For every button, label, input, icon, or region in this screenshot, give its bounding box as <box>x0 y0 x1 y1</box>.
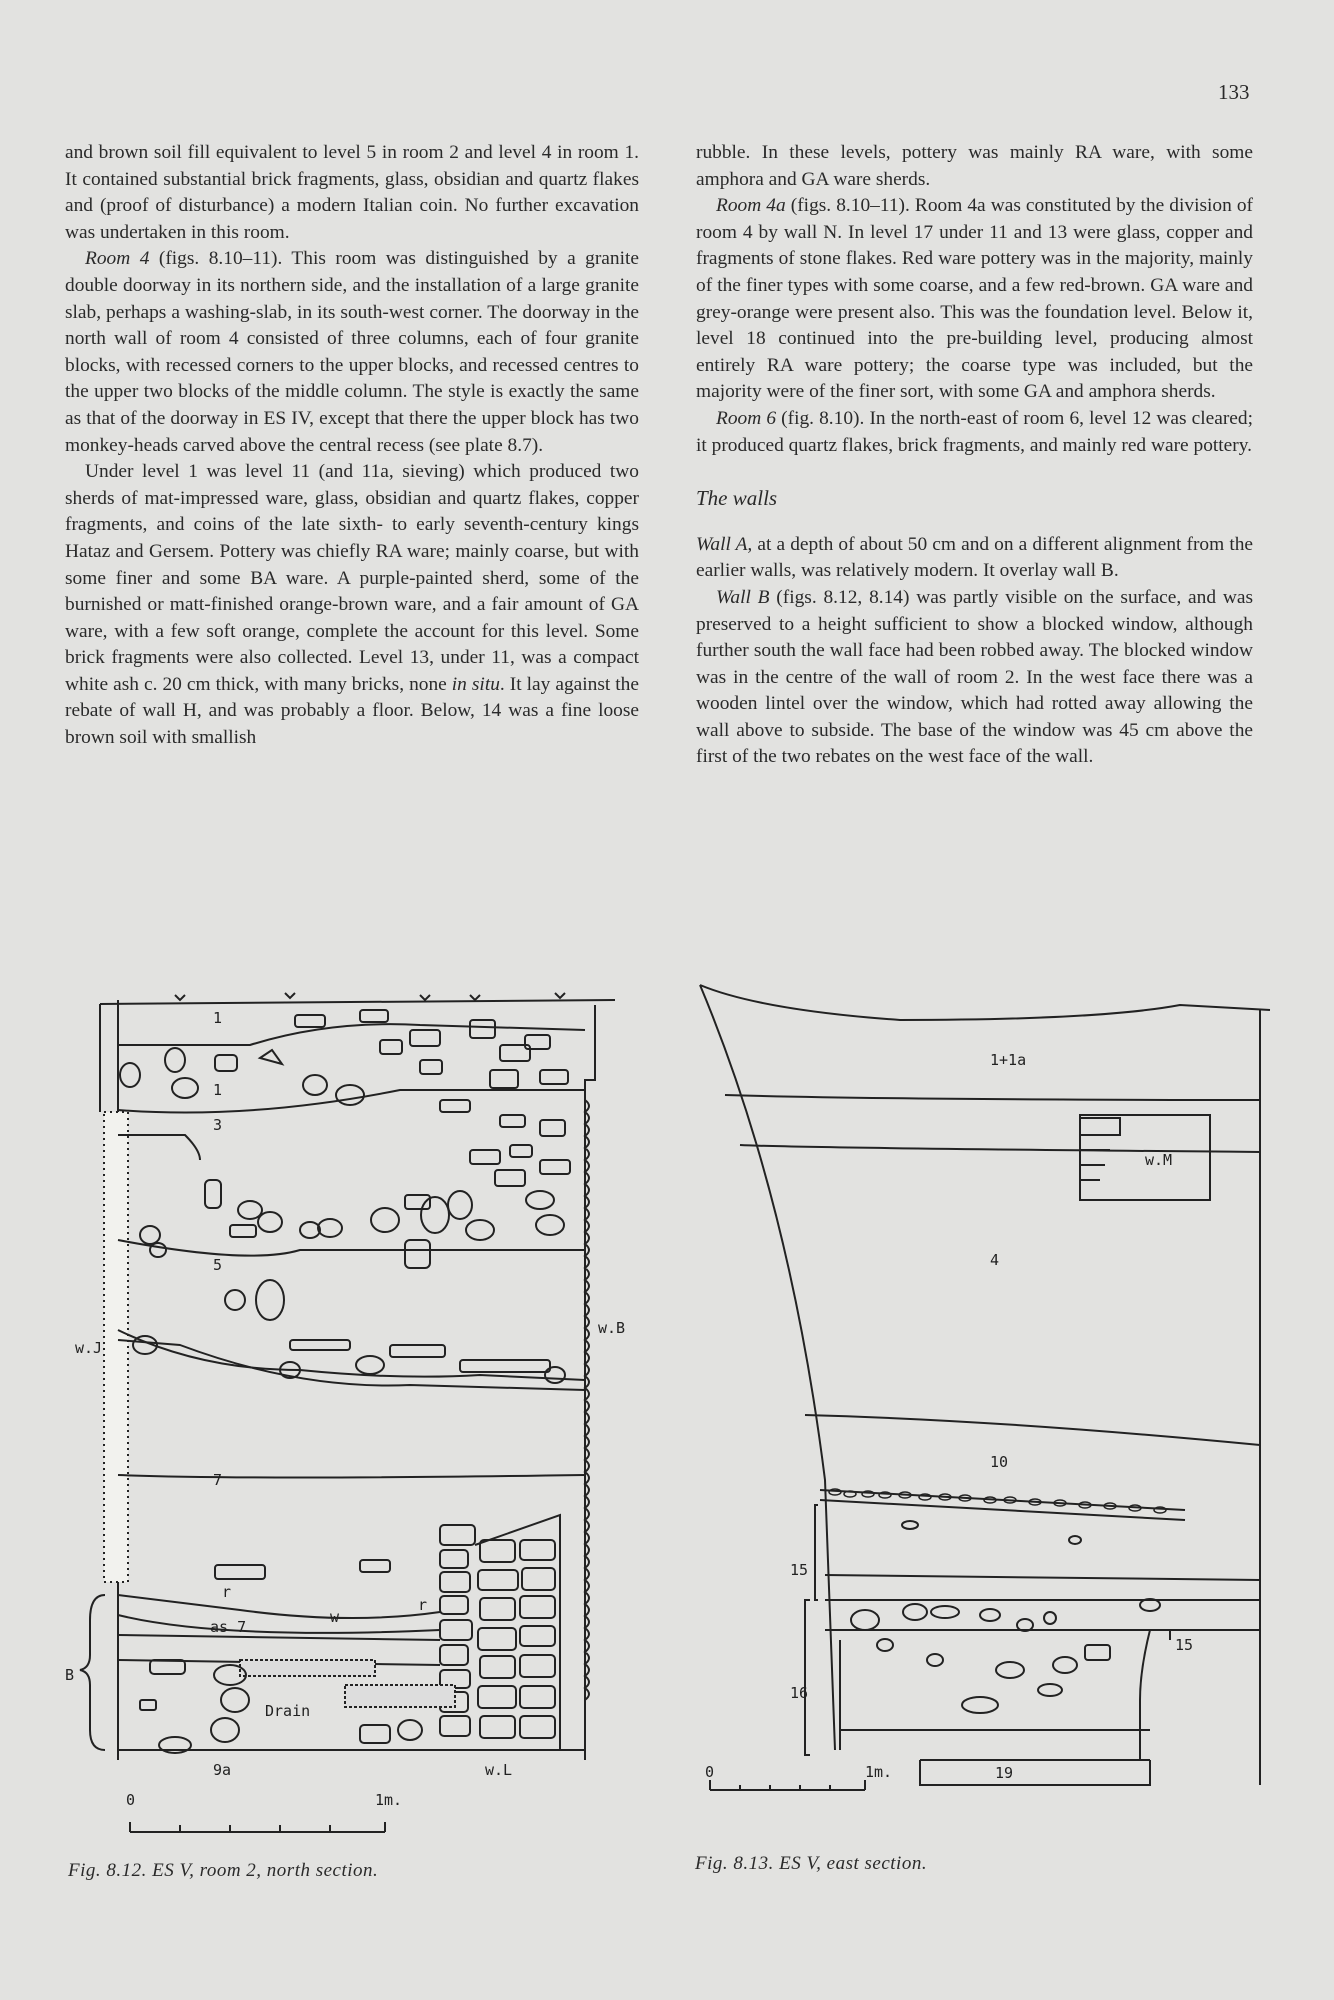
room6-text: (fig. 8.10). In the north-east of room 6, level 12 was cleared; it produced quartz flakes, brick fragments, and mainly red ware pottery. <box>696 407 1253 456</box>
fig-8-12-section-drawing <box>60 975 650 1809</box>
level-text-b: . It lay against the rebate of wall H, and was probably a floor. Below, 14 was a fine loose brown soil with smallish <box>65 673 639 749</box>
label-w: w <box>330 1608 340 1626</box>
label-wB: w.B <box>598 1319 626 1337</box>
right-paragraph-room4a <box>696 193 1253 406</box>
wallB-text: (figs. 8.12, 8.14) was partly visible on the surface, and was preserved to a height sufficient to show a blocked window, although further south the wall face had been robbed away. The blocked window was in the centre of the wall of room 2. In the west face there was a wooden lintel over the window, which had rotted away allowing the wall above to subside. The base of the window was 45 cm above the first of the two rebates on the west face of the wall. <box>696 586 1253 768</box>
scale-0-b: 0 <box>705 1763 715 1781</box>
left-paragraph-room4 <box>65 246 639 459</box>
label-wJ: w.J <box>75 1339 103 1357</box>
room4a-text: (figs. 8.10–11). Room 4a was constituted by the division of room 4 by wall N. In level 17 under 11 and 13 were glass, copper and fragments of stone flakes. Red ware pottery was in the majority, mainly of the finer types with some coarse, and a few red-brown. GA ware and grey-orange were present also. This was the foundation level. Below it, level 18 continued into the pre-building level, producing almost entirely RA ware pottery; the coarse type was included, but the majority were of the finer sort, with some GA and amphora sherds. <box>696 195 1253 403</box>
label-B: B <box>65 1666 75 1684</box>
room4a-label: Room 4a <box>716 195 786 217</box>
left-text-column <box>65 140 639 752</box>
wallA-label: Wall A, <box>696 533 753 555</box>
label-wL: w.L <box>485 1761 513 1779</box>
room4-text: (figs. 8.10–11). This room was distinguished by a granite double doorway in its northern side, and the installation of a large granite slab, perhaps a washing-slab, in its south-west corner. The doorway in the north wall of room 4 consisted of three columns, each of four granite blocks, with recessed corners to the upper blocks, and recessed centres to the upper two blocks of the middle column. The style is exactly the same as that of the doorway in ES IV, except that there the upper block has two monkey-heads carved above the central recess (see plate 8.7). <box>65 248 639 456</box>
level-text-a: Under level 1 was level 11 (and 11a, sieving) which produced two sherds of mat-impressed ware, glass, obsidian and quartz flakes, copper fragments, and coins of the late sixth- to early seventh-century kings Hataz and Gersem. Pottery was chiefly RA ware; mainly coarse, but with some finer and some BA ware. A purple-painted sherd, some of the burnished or matt-finished orange-brown ware, and a fair amount of GA ware, with a few soft orange, complete the account for this level. Some brick fragments were also collected. Level 13, under 11, was a compact white ash c. 20 cm thick, with many bricks, none <box>65 461 639 695</box>
label-15a: 15 <box>790 1561 809 1579</box>
right-paragraph-wallB <box>696 585 1253 771</box>
label-5: 5 <box>213 1256 223 1274</box>
label-16: 16 <box>790 1684 809 1702</box>
in-situ-text: in situ <box>451 673 500 695</box>
fig-8-13-caption: Fig. 8.13. ES V, east section. <box>695 1853 928 1874</box>
label-wM: w.M <box>1145 1151 1173 1169</box>
room6-label: Room 6 <box>716 407 777 429</box>
label-as7: as 7 <box>210 1618 247 1636</box>
label-3: 3 <box>213 1116 223 1134</box>
left-paragraph-1: and brown soil fill equivalent to level 5 in room 2 and level 4 in room 1. It contained substantial brick fragments, glass, obsidian and quartz flakes and (proof of disturbance) a modern Italian coin. No further excavation was undertaken in this room. <box>65 142 639 243</box>
right-paragraph-wallA <box>696 532 1253 585</box>
page-number: 133 <box>1218 80 1250 104</box>
label-9a: 9a <box>213 1761 232 1779</box>
scale-1m-b: 1m. <box>865 1763 893 1781</box>
room4-label: Room 4 <box>85 248 150 270</box>
label-10: 10 <box>990 1453 1009 1471</box>
fig-8-13-section-drawing <box>690 975 1280 1795</box>
section-heading: The walls <box>696 486 778 511</box>
wallA-text: at a depth of about 50 cm and on a different alignment from the earlier walls, was relatively modern. It overlay wall B. <box>696 533 1254 582</box>
label-15b: 15 <box>1175 1636 1194 1654</box>
fig-8-12-caption: Fig. 8.12. ES V, room 2, north section. <box>68 1860 379 1881</box>
label-1a: 1 <box>213 1009 223 1027</box>
label-1-1a: 1+1a <box>990 1051 1027 1069</box>
right-paragraph-room6 <box>696 406 1253 459</box>
label-r1: r <box>222 1583 232 1601</box>
label-1b: 1 <box>213 1081 223 1099</box>
right-text-column <box>696 140 1253 771</box>
scale-0: 0 <box>126 1791 136 1809</box>
label-7: 7 <box>213 1471 223 1489</box>
left-paragraph-3 <box>65 459 639 752</box>
right-paragraph-1: rubble. In these levels, pottery was mainly RA ware, with some amphora and GA ware sherds. <box>696 142 1253 190</box>
scale-1m: 1m. <box>375 1791 403 1809</box>
label-r2: r <box>418 1596 428 1614</box>
wallB-label: Wall B <box>716 586 770 608</box>
label-drain: Drain <box>265 1702 311 1720</box>
label-4: 4 <box>990 1251 1000 1269</box>
label-19: 19 <box>995 1764 1014 1782</box>
